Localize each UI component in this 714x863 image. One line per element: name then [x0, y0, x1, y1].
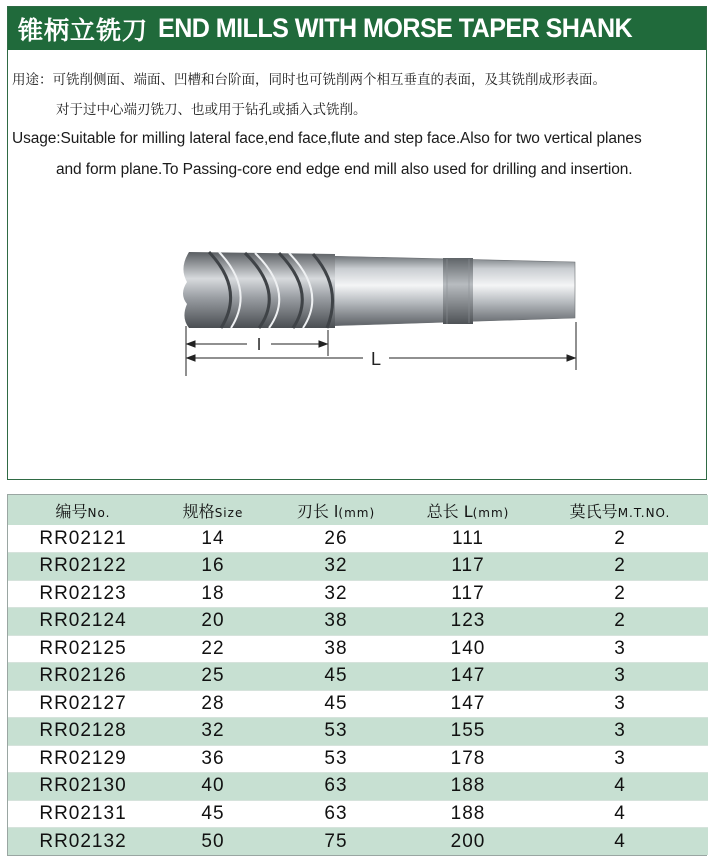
cell-size: 40 [158, 773, 268, 801]
table-row [8, 690, 708, 718]
cell-flute-length: 63 [268, 773, 404, 801]
cell-no: RR02122 [8, 553, 158, 581]
cell-no: RR02123 [8, 580, 158, 608]
header-flute-length: 刃长 l(mm) [296, 501, 376, 521]
cell-flute-length: 38 [268, 608, 404, 636]
cell-size: 25 [158, 663, 268, 691]
cell-morse-taper: 3 [532, 718, 708, 746]
cell-size: 16 [158, 553, 268, 581]
table-row [8, 525, 708, 553]
cell-total-length: 117 [404, 580, 532, 608]
cell-morse-taper: 3 [532, 745, 708, 773]
cell-flute-length: 53 [268, 745, 404, 773]
cell-no: RR02128 [8, 718, 158, 746]
header-total-length: 总长 L(mm) [426, 501, 510, 521]
usage-en-line-1: Usage:Suitable for milling lateral face,end face,flute and step face.Also for two vertical planes [12, 130, 642, 147]
table-row [8, 828, 708, 856]
dimension-label-long: L [370, 349, 382, 369]
cell-morse-taper: 3 [532, 635, 708, 663]
cell-no: RR02126 [8, 663, 158, 691]
spec-table [8, 495, 708, 855]
cell-total-length: 178 [404, 745, 532, 773]
cell-no: RR02130 [8, 773, 158, 801]
table-row [8, 745, 708, 773]
cell-total-length: 200 [404, 828, 532, 856]
table-row [8, 663, 708, 691]
cell-no: RR02129 [8, 745, 158, 773]
cell-total-length: 155 [404, 718, 532, 746]
cell-size: 28 [158, 690, 268, 718]
cell-size: 14 [201, 527, 225, 549]
cell-size: 20 [158, 608, 268, 636]
spec-table-container [7, 494, 707, 856]
title-english: END MILLS WITH MORSE TAPER SHANK [158, 13, 633, 43]
cell-flute-length: 53 [268, 718, 404, 746]
title-chinese: 锥柄立铣刀 [18, 15, 149, 45]
cell-morse-taper: 2 [532, 608, 708, 636]
cell-no: RR02132 [8, 828, 158, 856]
cell-morse-taper: 2 [532, 553, 708, 581]
cell-flute-length: 38 [268, 635, 404, 663]
cell-total-length: 188 [404, 800, 532, 828]
cell-total-length: 188 [404, 773, 532, 801]
table-row [8, 635, 708, 663]
table-row [8, 580, 708, 608]
cell-no: RR02127 [8, 690, 158, 718]
table-row [8, 800, 708, 828]
header-morse-taper: 莫氏号M.T.NO. [569, 501, 671, 521]
cell-total-length: 147 [404, 690, 532, 718]
cell-total-length: 140 [404, 635, 532, 663]
table-row [8, 553, 708, 581]
dimension-label-short: l [257, 335, 261, 354]
table-row [8, 773, 708, 801]
cell-no: RR02124 [8, 608, 158, 636]
cell-morse-taper: 4 [532, 773, 708, 801]
tool-shank [325, 256, 575, 326]
cell-flute-length: 26 [324, 527, 348, 549]
header-no: 编号No. [55, 501, 111, 521]
header-size: 规格Size [182, 501, 244, 521]
cell-flute-length: 32 [268, 553, 404, 581]
table-header-row [8, 495, 708, 525]
cell-total-length: 147 [404, 663, 532, 691]
cell-flute-length: 32 [268, 580, 404, 608]
cell-morse-taper: 2 [532, 580, 708, 608]
cell-total-length: 111 [452, 527, 484, 549]
table-row [8, 718, 708, 746]
cell-morse-taper: 2 [614, 527, 626, 549]
cell-total-length: 117 [404, 553, 532, 581]
cell-size: 22 [158, 635, 268, 663]
cell-morse-taper: 3 [532, 663, 708, 691]
title-bar [8, 7, 706, 50]
cell-flute-length: 63 [268, 800, 404, 828]
usage-en-line-2: and form plane.To Passing-core end edge end mill also used for drilling and insertion. [56, 161, 633, 178]
cell-size: 45 [158, 800, 268, 828]
cell-morse-taper: 4 [532, 828, 708, 856]
cell-size: 50 [158, 828, 268, 856]
cell-size: 32 [158, 718, 268, 746]
cell-flute-length: 45 [268, 663, 404, 691]
cell-total-length: 123 [404, 608, 532, 636]
cell-flute-length: 45 [268, 690, 404, 718]
usage-cn-line-1: 用途：可铣削侧面、端面、凹槽和台阶面，同时也可铣削两个相互垂直的表面，及其铣削成形表面。 [12, 72, 606, 88]
cell-size: 36 [158, 745, 268, 773]
end-mill-drawing [175, 238, 585, 378]
cell-flute-length: 75 [268, 828, 404, 856]
tool-flutes [183, 252, 335, 328]
cell-morse-taper: 3 [532, 690, 708, 718]
cell-size: 18 [158, 580, 268, 608]
cell-morse-taper: 4 [532, 800, 708, 828]
usage-cn-line-2: 对于过中心端刃铣刀、也或用于钻孔或插入式铣削。 [56, 102, 367, 118]
table-row [8, 608, 708, 636]
cell-no: RR02125 [8, 635, 158, 663]
cell-no: RR02121 [39, 527, 127, 549]
cell-no: RR02131 [8, 800, 158, 828]
